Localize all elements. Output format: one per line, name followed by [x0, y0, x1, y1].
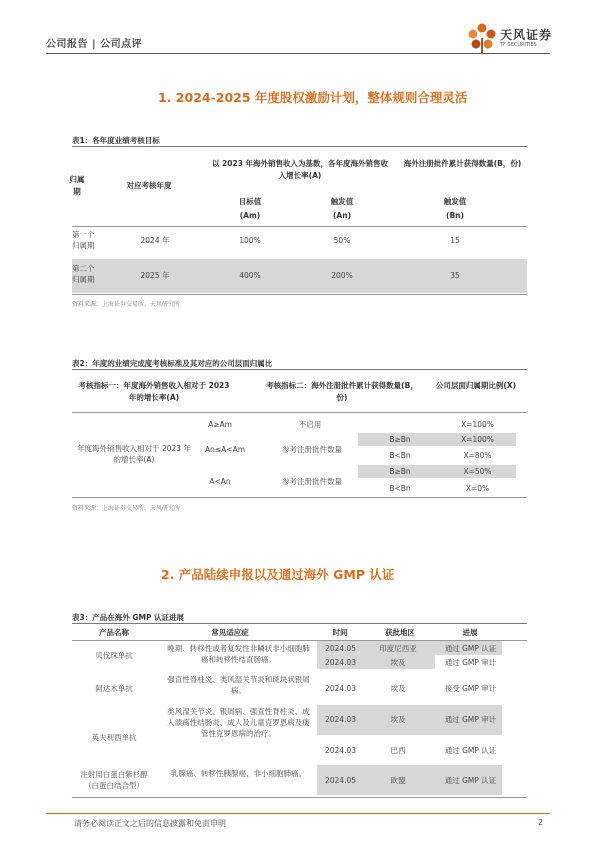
- table-1-top-rule: [72, 146, 527, 147]
- table-3-progress: 通过 GMP 认证: [444, 746, 497, 755]
- table-3-caption: 表3：产品在海外 GMP 认证进展: [72, 613, 185, 622]
- table-3-region: 印度尼西亚: [379, 644, 417, 653]
- table-3-header: 产品名称: [99, 628, 129, 637]
- table-3-progress: 通过 GMP 审计: [444, 658, 497, 667]
- table-2-header-metric2: 考核指标二：海外注册批件累计获得数量(B，份): [266, 381, 418, 402]
- table-2-header-rule: [72, 412, 527, 413]
- table-1-header-rule: [72, 226, 527, 227]
- table-1-cell-an: 200%: [331, 271, 353, 280]
- section-2-title: 2. 产品陆续申报以及通过海外 GMP 认证: [161, 567, 395, 582]
- table-3-product-name: 贝伐珠单抗: [95, 650, 133, 660]
- table-2-caption: 表2：年度的业绩完成度考核标准及其对应的公司层面归属比: [72, 359, 273, 368]
- table-2-ratio: X=0%: [465, 484, 490, 493]
- table-1-cell-an: 50%: [333, 236, 351, 245]
- table-2-cond-low: A<An: [209, 477, 231, 486]
- table-2-b-cond: B≥Bn: [389, 435, 411, 444]
- table-1-caption: 表1：各年度业绩考核目标: [72, 136, 160, 145]
- table-3-time: 2024.05: [324, 776, 356, 785]
- table-2-b-cond: B≥Bn: [389, 467, 411, 476]
- table-3-region: 埃及: [390, 715, 406, 724]
- table-2-ratio: X=100%: [461, 435, 494, 444]
- table-2-bottom-rule: [72, 497, 527, 498]
- footer-divider: [46, 813, 550, 814]
- table-3-indication: 乳腺癌、转移性胰腺癌、非小细胞肺癌。: [171, 769, 306, 778]
- table-1-cell-bn: 35: [450, 271, 460, 280]
- table-1-header-trigger: 触发值: [330, 197, 354, 206]
- table-1-cell-year: 2025 年: [140, 271, 170, 280]
- table-1-cell-period: 第二个归属期: [72, 264, 95, 284]
- logo-text-en: TF SECURITIES: [500, 42, 537, 48]
- table-1-header-year: 对应考核年度: [126, 181, 172, 190]
- table-1-header-target: 目标值: [238, 197, 262, 206]
- table-3-indication: 强直性脊柱炎、类风湿关节炎和斑块状银屑病。: [167, 675, 310, 695]
- table-2-not-used: 不启用: [298, 420, 322, 429]
- table-3-indication: 晚期、转移性或者复发性非鳞状非小细胞肺癌和转移性结直肠癌。: [167, 644, 310, 664]
- table-3-region: 巴西: [390, 746, 406, 755]
- table-3-header: 获批地区: [385, 628, 415, 637]
- table-2-source: 资料来源：上海证券交易所、天风研究所: [72, 505, 181, 512]
- table-2-left-label: 年度海外销售收入相对于 2023 年的增长率(A): [77, 444, 191, 464]
- table-2-top-rule: [72, 369, 527, 370]
- table-1-cell-period: 第一个归属期: [72, 230, 95, 250]
- table-1-cell-year: 2024 年: [140, 236, 170, 245]
- table-3-indication: 类风湿关节炎、银屑病、强直性脊柱炎、成人溃疡性结肠炎、成人及儿童克罗恩病及瘘管性克罗恩病的治疗。: [167, 707, 310, 738]
- table-3-region: 埃及: [390, 684, 406, 693]
- table-1-header-sales: 以 2023 年海外销售收入为基数，各年度海外销售收入增长率(A): [211, 159, 389, 180]
- table-1-header-period: 归属期: [69, 175, 85, 196]
- table-2-b-cond: B<Bn: [389, 451, 411, 460]
- table-1-source: 资料来源：上海证券交易所、天风研究所: [72, 301, 181, 308]
- table-2-cond-full: A≥Am: [208, 420, 232, 429]
- table-3-time: 2024.03: [324, 658, 356, 667]
- table-3-progress: 通过 GMP 审计: [444, 715, 497, 724]
- table-3-product-name: 阿达木单抗: [95, 683, 133, 693]
- table-3-region: 埃及: [390, 658, 406, 667]
- table-2-ref-count: 参考注册批件数量: [282, 445, 342, 454]
- header-divider: [46, 53, 550, 54]
- table-2-ratio: X=80%: [463, 451, 492, 460]
- table-3-time: 2024.03: [324, 746, 356, 755]
- table-3-time: 2024.05: [324, 644, 356, 653]
- company-logo: [466, 22, 554, 56]
- table-1-header-approvals: 海外注册批件累计获得数量(B，份): [403, 159, 522, 168]
- table-1-header-target-unit: (Am): [239, 211, 261, 220]
- table-1-header-trigger-unit: (An): [333, 211, 351, 220]
- table-3-time: 2024.03: [324, 715, 356, 724]
- logo-text-cn: 天风证券: [500, 28, 553, 42]
- section-1-title: 1. 2024-2025 年度股权激励计划，整体规则合理灵活: [158, 90, 468, 105]
- table-3-header: 时间: [332, 628, 348, 637]
- table-2-header-metric1: 考核指标一：年度海外销售收入相对于 2023 年的增长率(A): [78, 381, 230, 402]
- table-2-ratio: X=100%: [461, 420, 494, 429]
- table-1-bottom-rule: [72, 294, 527, 295]
- table-3-top-rule: [72, 623, 527, 624]
- table-1-cell-bn: 15: [450, 236, 460, 245]
- table-1-header-btrigger: 触发值: [443, 197, 467, 206]
- table-3-progress: 通过 GMP 认证: [444, 776, 497, 785]
- table-2-b-cond: B<Bn: [389, 484, 411, 493]
- footer-disclaimer: 请务必阅读正文之后的信息披露和免责申明: [74, 819, 226, 828]
- table-3-region: 欧盟: [390, 776, 406, 785]
- table-3-time: 2024.03: [324, 684, 356, 693]
- logo-flower-icon: [466, 22, 498, 56]
- table-1-header-btrigger-unit: (Bn): [446, 211, 464, 220]
- table-1-cell-am: 100%: [239, 236, 261, 245]
- table-2-ref-count: 参考注册批件数量: [282, 477, 342, 486]
- table-3-header: 进展: [462, 628, 478, 637]
- table-2-cond-mid: An≤A<Am: [204, 445, 246, 454]
- table-3-progress: 接受 GMP 审计: [444, 684, 497, 693]
- table-1-cell-am: 400%: [239, 271, 261, 280]
- table-3-progress: 通过 GMP 认证: [444, 644, 497, 653]
- table-3-bottom-rule: [72, 797, 527, 798]
- table-2-header-ratio: 公司层面归属期比例(X): [435, 381, 517, 390]
- table-3-header: 常见适应症: [211, 628, 249, 637]
- table-2-ratio: X=50%: [463, 467, 492, 476]
- table-3-product-name: 英夫利西单抗: [91, 732, 137, 742]
- table-3-product-name: 注射用白蛋白紫杉醇（白蛋白结合型）: [80, 770, 148, 790]
- report-type: 公司报告 | 公司点评: [46, 39, 143, 50]
- page-number: 2: [538, 818, 544, 827]
